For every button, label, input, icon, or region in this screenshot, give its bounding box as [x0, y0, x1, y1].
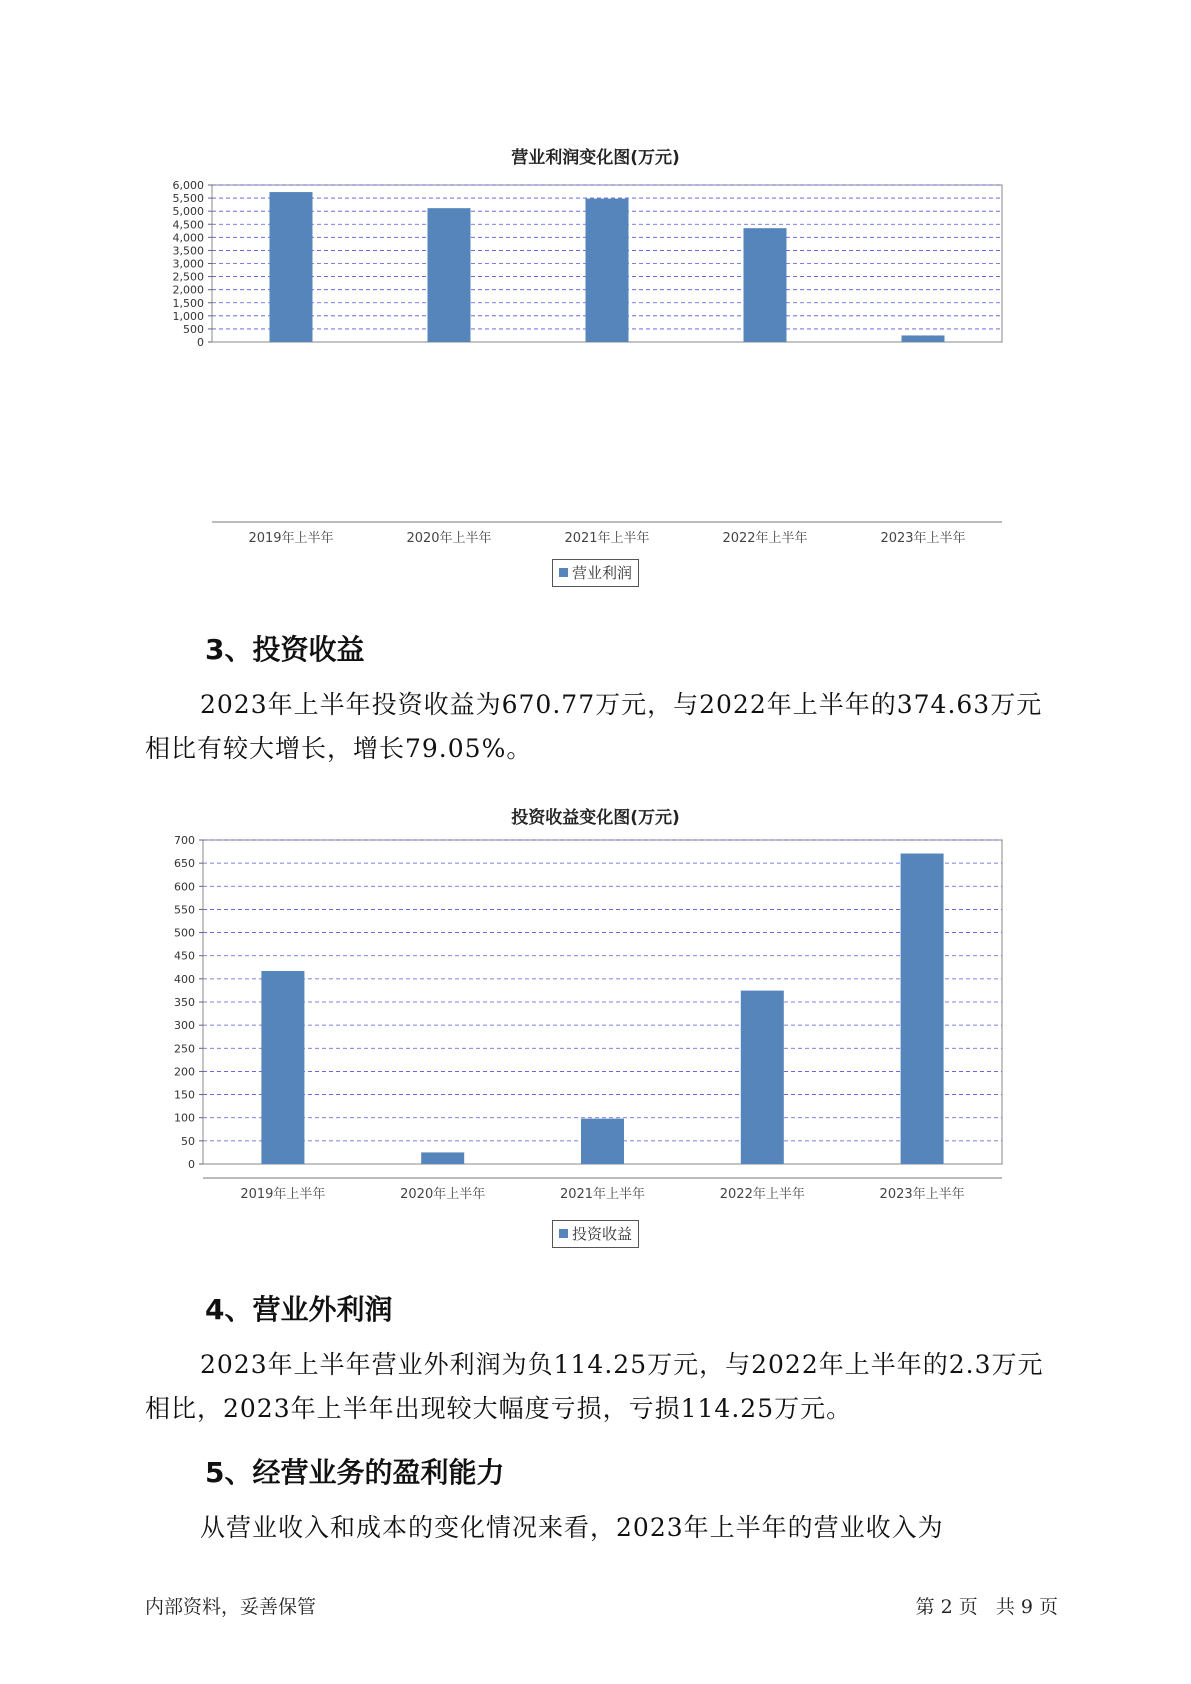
- y-tick-label: 700: [174, 834, 195, 847]
- y-tick-label: 0: [188, 1158, 195, 1171]
- chart1-operating-profit: [0, 170, 1191, 546]
- y-tick-label: 2,500: [172, 270, 204, 284]
- bar-2019年上半年: [261, 971, 304, 1164]
- y-tick-label: 5,000: [172, 205, 204, 219]
- x-tick-label: 2019年上半年: [248, 531, 334, 546]
- footer-page-number: 第 2 页 共 9 页: [915, 1596, 1058, 1618]
- y-tick-label: 4,000: [172, 231, 204, 245]
- x-tick-label: 2019年上半年: [240, 1187, 326, 1202]
- x-tick-label: 2021年上半年: [564, 531, 650, 546]
- x-tick-label: 2022年上半年: [719, 1187, 805, 1202]
- y-tick-label: 2,000: [172, 283, 204, 297]
- y-tick-label: 1,000: [172, 309, 204, 323]
- legend-swatch: [559, 1229, 568, 1238]
- bar-2021年上半年: [586, 199, 629, 342]
- bar-2021年上半年: [581, 1119, 624, 1164]
- section3-paragraph: 2023年上半年投资收益为670.77万元，与2022年上半年的374.63万元相比有较大增长，增长79.05%。: [145, 690, 1043, 763]
- y-tick-label: 350: [174, 996, 195, 1009]
- y-tick-label: 3,500: [172, 244, 204, 258]
- y-tick-label: 500: [174, 926, 195, 940]
- chart1-title: 营业利润变化图(万元): [511, 148, 680, 168]
- x-tick-label: 2023年上半年: [880, 531, 966, 546]
- bar-2023年上半年: [902, 335, 945, 342]
- chart2-title: 投资收益变化图(万元): [511, 808, 680, 828]
- bar-2020年上半年: [428, 208, 471, 342]
- y-tick-label: 450: [174, 949, 195, 963]
- y-tick-label: 100: [174, 1111, 195, 1125]
- legend-swatch: [559, 568, 568, 577]
- section4-paragraph: 2023年上半年营业外利润为负114.25万元，与2022年上半年的2.3万元相比，2023年上半年出现较大幅度亏损，亏损114.25万元。: [145, 1350, 1044, 1423]
- chart1-legend-label: 营业利润: [572, 564, 633, 582]
- y-tick-label: 650: [174, 857, 195, 871]
- y-tick-label: 5,500: [172, 192, 204, 206]
- y-tick-label: 400: [174, 972, 195, 986]
- chart2-legend: [552, 1220, 639, 1248]
- x-tick-label: 2021年上半年: [559, 1187, 646, 1202]
- section3-heading: 3、投资收益: [205, 633, 365, 666]
- footer-confidential: 内部资料，妥善保管: [145, 1596, 317, 1618]
- x-tick-label: 2022年上半年: [722, 531, 808, 546]
- bar-2022年上半年: [741, 991, 784, 1164]
- section5-paragraph: 从营业收入和成本的变化情况来看，2023年上半年的营业收入为: [200, 1513, 944, 1542]
- bar-2023年上半年: [901, 854, 944, 1164]
- y-tick-label: 6,000: [172, 179, 204, 192]
- section4-heading: 4、营业外利润: [205, 1293, 393, 1326]
- bar-2020年上半年: [421, 1152, 464, 1164]
- y-tick-label: 550: [174, 903, 195, 917]
- y-tick-label: 50: [181, 1134, 195, 1148]
- chart2-investment-income: [0, 830, 1191, 1202]
- x-tick-label: 2020年上半年: [400, 1187, 486, 1202]
- y-tick-label: 600: [174, 880, 195, 894]
- y-tick-label: 500: [183, 322, 204, 336]
- y-tick-label: 250: [174, 1042, 195, 1056]
- y-tick-label: 0: [197, 336, 204, 349]
- y-tick-label: 1,500: [172, 296, 204, 310]
- y-tick-label: 150: [174, 1088, 195, 1102]
- x-tick-label: 2023年上半年: [879, 1187, 965, 1202]
- bar-2019年上半年: [270, 192, 313, 342]
- bar-2022年上半年: [744, 228, 787, 342]
- chart1-legend: [552, 559, 639, 587]
- y-tick-label: 3,000: [172, 257, 204, 271]
- y-tick-label: 300: [174, 1019, 195, 1033]
- x-tick-label: 2020年上半年: [406, 531, 492, 546]
- y-tick-label: 200: [174, 1065, 195, 1079]
- y-tick-label: 4,500: [172, 218, 204, 232]
- chart2-legend-label: 投资收益: [572, 1225, 633, 1243]
- section5-heading: 5、经营业务的盈利能力: [205, 1456, 505, 1489]
